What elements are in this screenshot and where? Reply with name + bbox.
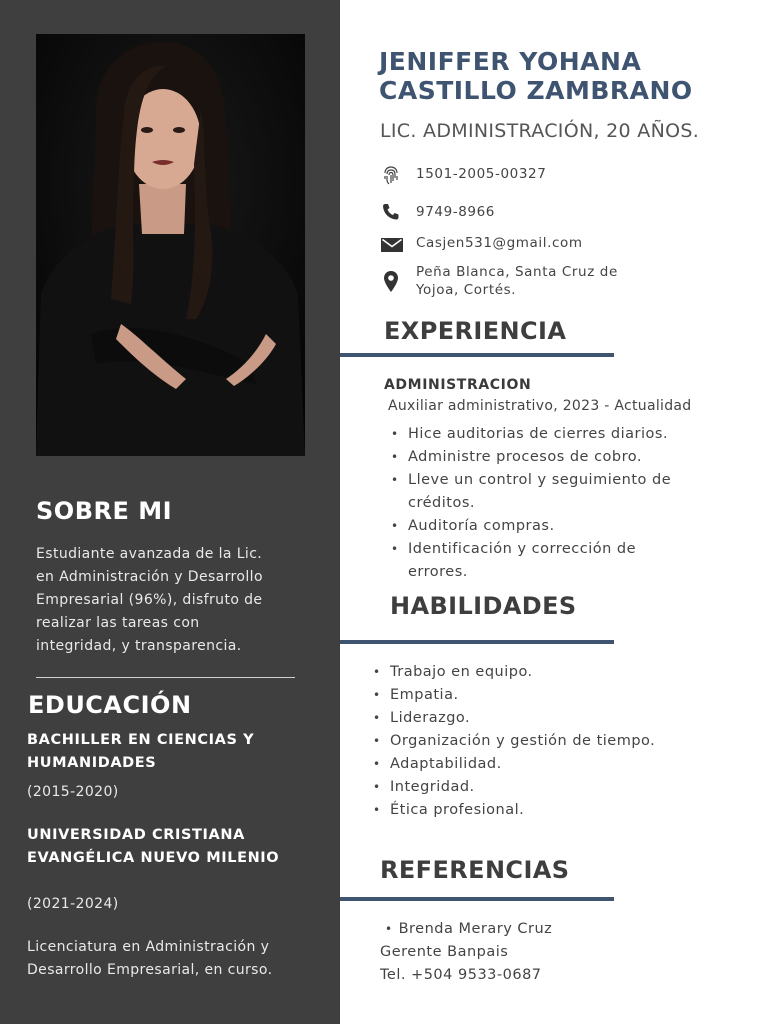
skills-underline xyxy=(340,640,614,644)
experience-list xyxy=(408,423,698,584)
contact-phone xyxy=(380,201,680,223)
education-heading: EDUCACIÓN xyxy=(28,691,192,719)
list-item: • Ética profesional. xyxy=(390,799,720,822)
list-item: • Trabajo en equipo. xyxy=(390,661,720,684)
list-item: • Integridad. xyxy=(390,776,720,799)
education-school-1 xyxy=(27,729,254,775)
education-school-2 xyxy=(27,824,279,870)
full-name xyxy=(379,47,693,105)
school-line: UNIVERSIDAD CRISTIANA xyxy=(27,827,245,843)
mail-icon xyxy=(380,234,402,256)
about-heading: SOBRE MI xyxy=(36,497,173,525)
list-item: • Auditoría compras. xyxy=(408,515,698,538)
about-line: Empresarial (96%), disfruto de xyxy=(36,592,263,608)
name-line: JENIFFER YOHANA xyxy=(379,47,642,76)
school-line: BACHILLER EN CIENCIAS Y xyxy=(27,732,255,748)
fingerprint-icon xyxy=(380,164,402,186)
skills-list xyxy=(390,661,720,822)
about-line: en Administración y Desarrollo xyxy=(36,569,263,585)
about-text xyxy=(36,543,306,658)
school-line: HUMANIDADES xyxy=(27,755,157,771)
address-line: Yojoa, Cortés. xyxy=(416,282,517,298)
experience-heading: EXPERIENCIA xyxy=(384,317,567,345)
experience-underline xyxy=(340,353,614,357)
sidebar-divider xyxy=(36,677,295,678)
references-underline xyxy=(340,897,614,901)
job-subtitle: Auxiliar administrativo, 2023 - Actualidad xyxy=(388,398,692,414)
list-item: • Empatia. xyxy=(390,684,720,707)
education-degree xyxy=(27,936,272,982)
list-item: • Adaptabilidad. xyxy=(390,753,720,776)
about-line: integridad, y transparencia. xyxy=(36,638,242,654)
contact-email-text: Casjen531@gmail.com xyxy=(416,235,583,251)
about-line: Estudiante avanzada de la Lic. xyxy=(36,546,263,562)
reference-name-text: Brenda Merary Cruz xyxy=(398,921,553,937)
education-years-2: (2021-2024) xyxy=(27,896,119,912)
phone-icon xyxy=(380,201,402,223)
list-item: • Hice auditorias de cierres diarios. xyxy=(408,423,698,446)
profile-photo xyxy=(36,34,305,456)
name-line: CASTILLO ZAMBRANO xyxy=(379,76,693,105)
bullet-glyph: • xyxy=(385,922,393,936)
contact-id-text: 1501-2005-00327 xyxy=(416,166,547,182)
reference-phone: Tel. +504 9533-0687 xyxy=(380,967,542,983)
profession-title: LIC. ADMINISTRACIÓN, 20 AÑOS. xyxy=(380,120,700,142)
list-item: • Administre procesos de cobro. xyxy=(408,446,698,469)
contact-email xyxy=(380,234,680,256)
references-heading: REFERENCIAS xyxy=(380,856,570,884)
contact-address xyxy=(380,263,680,303)
about-line: realizar las tareas con xyxy=(36,615,200,631)
location-pin-icon xyxy=(380,269,402,291)
education-years-1: (2015-2020) xyxy=(27,784,119,800)
degree-line: Desarrollo Empresarial, en curso. xyxy=(27,962,273,978)
skills-heading: HABILIDADES xyxy=(390,592,577,620)
contact-id xyxy=(380,164,680,186)
list-item: • Liderazgo. xyxy=(390,707,720,730)
list-item: • Identificación y corrección de errores. xyxy=(408,538,698,584)
degree-line: Licenciatura en Administración y xyxy=(27,939,270,955)
contact-phone-text: 9749-8966 xyxy=(416,204,495,220)
reference-company: Gerente Banpais xyxy=(380,944,509,960)
reference-name xyxy=(380,918,552,941)
list-item: • Organización y gestión de tiempo. xyxy=(390,730,720,753)
school-line: EVANGÉLICA NUEVO MILENIO xyxy=(27,850,280,866)
list-item: • Lleve un control y seguimiento de créditos. xyxy=(408,469,698,515)
job-title: ADMINISTRACION xyxy=(384,377,532,393)
address-line: Peña Blanca, Santa Cruz de xyxy=(416,264,618,280)
contact-address-text xyxy=(416,263,618,299)
